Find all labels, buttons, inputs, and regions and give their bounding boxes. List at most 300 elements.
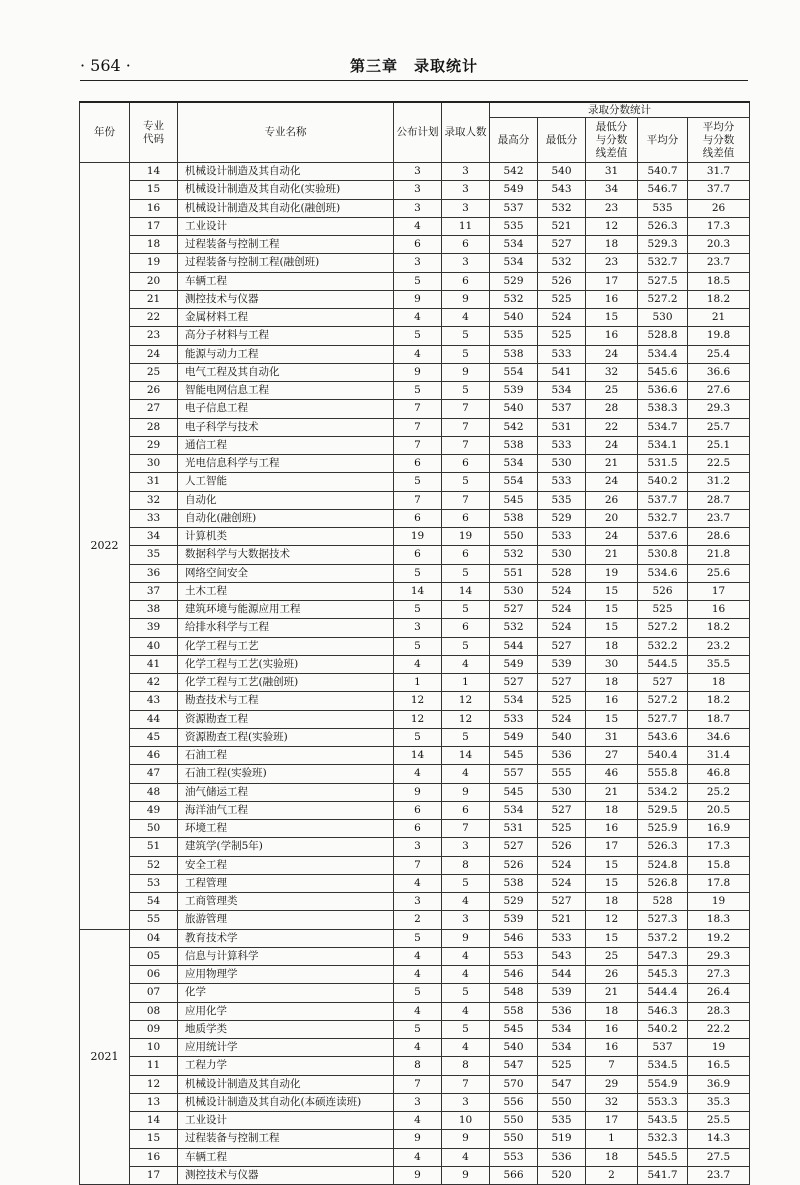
avg-cell: 532.2 [638, 637, 688, 655]
table-row [80, 893, 750, 911]
avg-diff-cell: 20.3 [688, 236, 750, 254]
avg-diff-cell: 36.9 [688, 1075, 750, 1093]
avg-cell: 528 [638, 893, 688, 911]
avg-diff-cell: 19.2 [688, 929, 750, 947]
table-header [80, 102, 750, 163]
plan-cell: 4 [394, 1002, 442, 1020]
table-row [80, 911, 750, 929]
table-row [80, 272, 750, 290]
name-cell: 应用统计学 [178, 1039, 394, 1057]
plan-cell: 9 [394, 363, 442, 381]
name-cell: 光电信息科学与工程 [178, 455, 394, 473]
name-cell: 工程力学 [178, 1057, 394, 1075]
max-cell: 538 [490, 436, 538, 454]
code-cell: 40 [130, 637, 178, 655]
admitted-cell: 7 [442, 820, 490, 838]
max-cell: 545 [490, 491, 538, 509]
name-cell: 网络空间安全 [178, 564, 394, 582]
name-cell: 机械设计制造及其自动化(实验班) [178, 181, 394, 199]
year-cell: 2022 [80, 163, 130, 930]
code-cell: 16 [130, 1148, 178, 1166]
code-cell: 19 [130, 254, 178, 272]
avg-diff-cell: 26 [688, 199, 750, 217]
table-row [80, 290, 750, 308]
avg-diff-cell: 23.7 [688, 254, 750, 272]
max-cell: 550 [490, 1112, 538, 1130]
code-cell: 25 [130, 363, 178, 381]
avg-cell: 543.5 [638, 1112, 688, 1130]
max-cell: 556 [490, 1093, 538, 1111]
code-cell: 16 [130, 199, 178, 217]
avg-diff-cell: 34.6 [688, 728, 750, 746]
min-diff-cell: 15 [586, 874, 638, 892]
admitted-cell: 12 [442, 692, 490, 710]
min-diff-cell: 15 [586, 929, 638, 947]
table-row [80, 582, 750, 600]
code-cell: 23 [130, 327, 178, 345]
avg-cell: 532.7 [638, 509, 688, 527]
plan-cell: 6 [394, 546, 442, 564]
min-diff-cell: 16 [586, 327, 638, 345]
avg-cell: 527.5 [638, 272, 688, 290]
name-cell: 石油工程 [178, 747, 394, 765]
name-cell: 电子科学与技术 [178, 418, 394, 436]
name-cell: 过程装备与控制工程(融创班) [178, 254, 394, 272]
name-cell: 过程装备与控制工程 [178, 236, 394, 254]
avg-diff-cell: 18.2 [688, 619, 750, 637]
plan-cell: 3 [394, 163, 442, 181]
admitted-cell: 7 [442, 1075, 490, 1093]
avg-diff-cell: 27.3 [688, 966, 750, 984]
admission-stats-table [79, 101, 750, 1185]
avg-cell: 540.2 [638, 1020, 688, 1038]
code-cell: 10 [130, 1039, 178, 1057]
min-diff-cell: 21 [586, 546, 638, 564]
table-row [80, 710, 750, 728]
name-cell: 测控技术与仪器 [178, 1166, 394, 1184]
col-name-header: 专业名称 [178, 102, 394, 163]
table-row [80, 674, 750, 692]
table-row [80, 1148, 750, 1166]
max-cell: 549 [490, 655, 538, 673]
name-cell: 工商管理类 [178, 893, 394, 911]
min-diff-cell: 16 [586, 1039, 638, 1057]
avg-cell: 553.3 [638, 1093, 688, 1111]
name-cell: 自动化(融创班) [178, 509, 394, 527]
max-cell: 550 [490, 528, 538, 546]
name-cell: 油气储运工程 [178, 783, 394, 801]
table-row [80, 199, 750, 217]
name-cell: 应用物理学 [178, 966, 394, 984]
table-row [80, 820, 750, 838]
avg-cell: 555.8 [638, 765, 688, 783]
max-cell: 532 [490, 290, 538, 308]
table-row [80, 254, 750, 272]
plan-cell: 3 [394, 254, 442, 272]
min-cell: 526 [538, 272, 586, 290]
code-cell: 48 [130, 783, 178, 801]
avg-cell: 537 [638, 1039, 688, 1057]
avg-cell: 534.1 [638, 436, 688, 454]
admitted-cell: 5 [442, 601, 490, 619]
avg-cell: 538.3 [638, 400, 688, 418]
min-cell: 547 [538, 1075, 586, 1093]
min-diff-cell: 25 [586, 947, 638, 965]
table-row [80, 418, 750, 436]
avg-diff-cell: 26.4 [688, 984, 750, 1002]
plan-cell: 3 [394, 1093, 442, 1111]
admitted-cell: 7 [442, 491, 490, 509]
admitted-cell: 5 [442, 345, 490, 363]
plan-cell: 5 [394, 272, 442, 290]
admitted-cell: 6 [442, 619, 490, 637]
avg-cell: 526.8 [638, 874, 688, 892]
code-cell: 24 [130, 345, 178, 363]
max-cell: 548 [490, 984, 538, 1002]
name-cell: 自动化 [178, 491, 394, 509]
max-cell: 546 [490, 929, 538, 947]
plan-cell: 5 [394, 564, 442, 582]
avg-diff-cell: 18.7 [688, 710, 750, 728]
name-cell: 环境工程 [178, 820, 394, 838]
plan-cell: 9 [394, 1166, 442, 1184]
admitted-cell: 11 [442, 217, 490, 235]
max-cell: 532 [490, 619, 538, 637]
max-cell: 540 [490, 309, 538, 327]
min-cell: 530 [538, 455, 586, 473]
avg-diff-cell: 36.6 [688, 363, 750, 381]
max-cell: 539 [490, 382, 538, 400]
max-cell: 545 [490, 783, 538, 801]
admitted-cell: 6 [442, 236, 490, 254]
avg-diff-cell: 21 [688, 309, 750, 327]
table-row [80, 327, 750, 345]
admitted-cell: 4 [442, 655, 490, 673]
admitted-cell: 6 [442, 801, 490, 819]
code-cell: 28 [130, 418, 178, 436]
min-diff-cell: 46 [586, 765, 638, 783]
name-cell: 化学工程与工艺(融创班) [178, 674, 394, 692]
min-diff-cell: 16 [586, 820, 638, 838]
admitted-cell: 4 [442, 765, 490, 783]
table-row [80, 509, 750, 527]
table-row [80, 1075, 750, 1093]
avg-diff-cell: 31.4 [688, 747, 750, 765]
admitted-cell: 5 [442, 327, 490, 345]
max-cell: 534 [490, 801, 538, 819]
admitted-cell: 9 [442, 929, 490, 947]
avg-cell: 546.7 [638, 181, 688, 199]
avg-diff-cell: 27.5 [688, 1148, 750, 1166]
avg-cell: 543.6 [638, 728, 688, 746]
page-header [80, 52, 748, 81]
admitted-cell: 6 [442, 272, 490, 290]
admitted-cell: 4 [442, 1039, 490, 1057]
admitted-cell: 9 [442, 783, 490, 801]
code-cell: 42 [130, 674, 178, 692]
name-cell: 高分子材料与工程 [178, 327, 394, 345]
admitted-cell: 1 [442, 674, 490, 692]
code-cell: 08 [130, 1002, 178, 1020]
min-cell: 525 [538, 1057, 586, 1075]
col-max-header: 最高分 [490, 118, 538, 163]
max-cell: 558 [490, 1002, 538, 1020]
table-row [80, 765, 750, 783]
min-diff-cell: 18 [586, 893, 638, 911]
min-diff-cell: 18 [586, 674, 638, 692]
code-cell: 55 [130, 911, 178, 929]
admitted-cell: 5 [442, 728, 490, 746]
plan-cell: 4 [394, 1039, 442, 1057]
name-cell: 化学工程与工艺 [178, 637, 394, 655]
avg-cell: 541.7 [638, 1166, 688, 1184]
plan-cell: 19 [394, 528, 442, 546]
avg-cell: 527.2 [638, 290, 688, 308]
max-cell: 529 [490, 893, 538, 911]
admitted-cell: 19 [442, 528, 490, 546]
plan-cell: 6 [394, 455, 442, 473]
avg-diff-cell: 20.5 [688, 801, 750, 819]
name-cell: 机械设计制造及其自动化(融创班) [178, 199, 394, 217]
min-cell: 533 [538, 528, 586, 546]
code-cell: 04 [130, 929, 178, 947]
max-cell: 545 [490, 1020, 538, 1038]
min-cell: 540 [538, 728, 586, 746]
code-cell: 17 [130, 217, 178, 235]
min-diff-cell: 12 [586, 217, 638, 235]
min-cell: 530 [538, 783, 586, 801]
avg-cell: 529.5 [638, 801, 688, 819]
avg-diff-cell: 15.8 [688, 856, 750, 874]
table-row [80, 1112, 750, 1130]
avg-cell: 534.4 [638, 345, 688, 363]
min-cell: 529 [538, 509, 586, 527]
avg-diff-cell: 21.8 [688, 546, 750, 564]
code-cell: 50 [130, 820, 178, 838]
table-row [80, 747, 750, 765]
avg-cell: 540.2 [638, 473, 688, 491]
min-diff-cell: 21 [586, 455, 638, 473]
plan-cell: 4 [394, 765, 442, 783]
avg-cell: 526.3 [638, 838, 688, 856]
code-cell: 29 [130, 436, 178, 454]
code-cell: 44 [130, 710, 178, 728]
avg-cell: 540.4 [638, 747, 688, 765]
name-cell: 安全工程 [178, 856, 394, 874]
min-diff-cell: 20 [586, 509, 638, 527]
name-cell: 建筑环境与能源应用工程 [178, 601, 394, 619]
admitted-cell: 9 [442, 290, 490, 308]
name-cell: 金属材料工程 [178, 309, 394, 327]
table-row [80, 1039, 750, 1057]
admitted-cell: 5 [442, 382, 490, 400]
max-cell: 527 [490, 601, 538, 619]
code-cell: 46 [130, 747, 178, 765]
admitted-cell: 6 [442, 546, 490, 564]
max-cell: 532 [490, 546, 538, 564]
min-diff-cell: 16 [586, 692, 638, 710]
max-cell: 549 [490, 181, 538, 199]
col-admitted-header: 录取人数 [442, 102, 490, 163]
min-cell: 543 [538, 947, 586, 965]
table-row [80, 436, 750, 454]
min-cell: 544 [538, 966, 586, 984]
min-diff-cell: 17 [586, 1112, 638, 1130]
avg-diff-cell: 17 [688, 582, 750, 600]
max-cell: 539 [490, 911, 538, 929]
name-cell: 石油工程(实验班) [178, 765, 394, 783]
admitted-cell: 7 [442, 436, 490, 454]
admitted-cell: 5 [442, 984, 490, 1002]
name-cell: 勘查技术与工程 [178, 692, 394, 710]
stats-group-header: 录取分数统计 [490, 102, 750, 118]
table-row [80, 1166, 750, 1184]
min-cell: 519 [538, 1130, 586, 1148]
code-cell: 34 [130, 528, 178, 546]
code-cell: 07 [130, 984, 178, 1002]
admitted-cell: 6 [442, 509, 490, 527]
avg-cell: 530.8 [638, 546, 688, 564]
admitted-cell: 7 [442, 418, 490, 436]
max-cell: 554 [490, 473, 538, 491]
table-row [80, 856, 750, 874]
max-cell: 535 [490, 327, 538, 345]
min-diff-cell: 21 [586, 783, 638, 801]
name-cell: 教育技术学 [178, 929, 394, 947]
avg-cell: 536.6 [638, 382, 688, 400]
min-cell: 536 [538, 1148, 586, 1166]
admitted-cell: 9 [442, 363, 490, 381]
max-cell: 534 [490, 254, 538, 272]
admitted-cell: 9 [442, 1130, 490, 1148]
code-cell: 12 [130, 1075, 178, 1093]
min-cell: 539 [538, 655, 586, 673]
plan-cell: 3 [394, 199, 442, 217]
table-row [80, 382, 750, 400]
avg-diff-cell: 18.5 [688, 272, 750, 290]
max-cell: 553 [490, 1148, 538, 1166]
admitted-cell: 3 [442, 838, 490, 856]
min-cell: 550 [538, 1093, 586, 1111]
code-cell: 51 [130, 838, 178, 856]
max-cell: 534 [490, 455, 538, 473]
plan-cell: 6 [394, 509, 442, 527]
code-cell: 18 [130, 236, 178, 254]
plan-cell: 5 [394, 601, 442, 619]
max-cell: 540 [490, 1039, 538, 1057]
min-cell: 533 [538, 345, 586, 363]
max-cell: 535 [490, 217, 538, 235]
code-cell: 26 [130, 382, 178, 400]
plan-cell: 12 [394, 710, 442, 728]
code-cell: 17 [130, 1166, 178, 1184]
avg-cell: 527.3 [638, 911, 688, 929]
plan-cell: 7 [394, 436, 442, 454]
min-diff-cell: 21 [586, 984, 638, 1002]
plan-cell: 5 [394, 473, 442, 491]
plan-cell: 5 [394, 929, 442, 947]
plan-cell: 7 [394, 418, 442, 436]
code-cell: 41 [130, 655, 178, 673]
name-cell: 电气工程及其自动化 [178, 363, 394, 381]
min-cell: 525 [538, 820, 586, 838]
table-row [80, 1002, 750, 1020]
min-cell: 524 [538, 601, 586, 619]
min-cell: 541 [538, 363, 586, 381]
table-row [80, 929, 750, 947]
avg-cell: 534.7 [638, 418, 688, 436]
name-cell: 机械设计制造及其自动化(本硕连读班) [178, 1093, 394, 1111]
min-diff-cell: 28 [586, 400, 638, 418]
avg-cell: 544.4 [638, 984, 688, 1002]
table-row [80, 236, 750, 254]
min-diff-cell: 24 [586, 436, 638, 454]
code-cell: 22 [130, 309, 178, 327]
avg-diff-cell: 23.7 [688, 509, 750, 527]
min-diff-cell: 18 [586, 637, 638, 655]
avg-diff-cell: 37.7 [688, 181, 750, 199]
name-cell: 测控技术与仪器 [178, 290, 394, 308]
avg-diff-cell: 35.5 [688, 655, 750, 673]
avg-diff-cell: 19.8 [688, 327, 750, 345]
avg-cell: 554.9 [638, 1075, 688, 1093]
max-cell: 557 [490, 765, 538, 783]
max-cell: 534 [490, 692, 538, 710]
min-cell: 535 [538, 491, 586, 509]
min-cell: 534 [538, 1020, 586, 1038]
table-row [80, 400, 750, 418]
name-cell: 给排水科学与工程 [178, 619, 394, 637]
code-cell: 54 [130, 893, 178, 911]
name-cell: 车辆工程 [178, 1148, 394, 1166]
admitted-cell: 7 [442, 400, 490, 418]
min-diff-cell: 27 [586, 747, 638, 765]
code-cell: 30 [130, 455, 178, 473]
code-cell: 06 [130, 966, 178, 984]
avg-cell: 524.8 [638, 856, 688, 874]
code-cell: 31 [130, 473, 178, 491]
max-cell: 553 [490, 947, 538, 965]
admitted-cell: 4 [442, 309, 490, 327]
avg-cell: 534.6 [638, 564, 688, 582]
plan-cell: 12 [394, 692, 442, 710]
admitted-cell: 8 [442, 1057, 490, 1075]
admitted-cell: 3 [442, 911, 490, 929]
code-cell: 49 [130, 801, 178, 819]
code-cell: 36 [130, 564, 178, 582]
plan-cell: 4 [394, 655, 442, 673]
admitted-cell: 4 [442, 966, 490, 984]
code-cell: 14 [130, 1112, 178, 1130]
table-row [80, 163, 750, 181]
min-diff-cell: 31 [586, 728, 638, 746]
max-cell: 549 [490, 728, 538, 746]
min-cell: 524 [538, 874, 586, 892]
table-row [80, 1020, 750, 1038]
admitted-cell: 14 [442, 582, 490, 600]
table-row [80, 984, 750, 1002]
table-row [80, 1057, 750, 1075]
table-row [80, 728, 750, 746]
admitted-cell: 4 [442, 947, 490, 965]
min-cell: 534 [538, 382, 586, 400]
avg-diff-cell: 14.3 [688, 1130, 750, 1148]
code-cell: 39 [130, 619, 178, 637]
name-cell: 化学工程与工艺(实验班) [178, 655, 394, 673]
min-diff-cell: 15 [586, 582, 638, 600]
avg-diff-cell: 25.1 [688, 436, 750, 454]
min-diff-cell: 25 [586, 382, 638, 400]
